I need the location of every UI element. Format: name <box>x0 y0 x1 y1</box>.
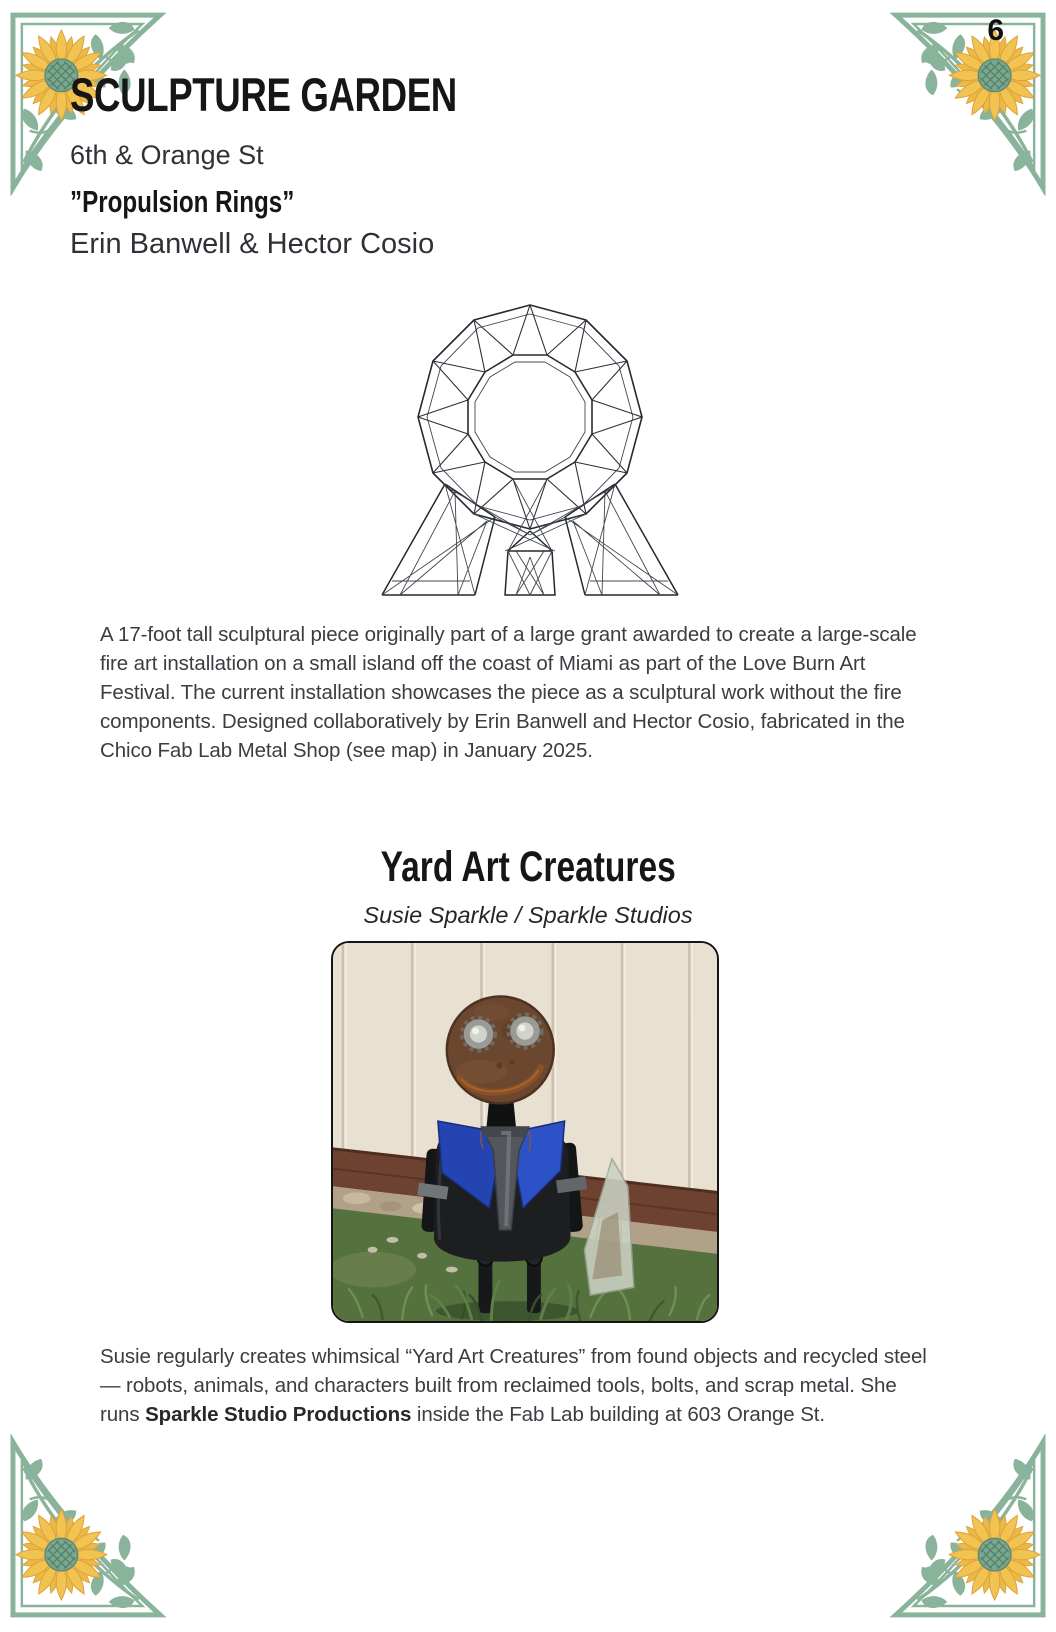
sculpture-wireframe-image <box>370 298 690 600</box>
page-title <box>70 70 566 119</box>
corner-ornament-bottom-left-icon <box>10 1434 168 1618</box>
artwork-title <box>70 184 358 220</box>
yard-art-description-start: Susie regularly creates whimsical “Yard Art Creatures” from found objects and recycled steel — robots, animals, and characters built from reclaimed tools, bolts, and scrap metal. She runs <box>100 1345 927 1426</box>
artwork-title-text: ”Propulsion Rings” <box>70 184 295 219</box>
yard-art-heading-text: Yard Art Creatures <box>380 843 676 891</box>
page-title-text: SCULPTURE GARDEN <box>70 68 457 121</box>
artists-names: Erin Banwell & Hector Cosio <box>70 228 435 260</box>
yard-art-photo-image <box>333 943 717 1321</box>
page-number: 6 <box>987 14 1004 47</box>
yard-art-photo <box>331 941 719 1323</box>
yard-art-description-bold: Sparkle Studio Productions <box>145 1403 412 1426</box>
yard-art-byline: Susie Sparkle / Sparkle Studios <box>363 902 693 928</box>
propulsion-description: A 17-foot tall sculptural piece originally part of a large grant awarded to create a large-scale fire art installation on a small island off the coast of Miami as part of the Love Burn Art Festival. The current installation showcases the piece as a sculptural work without the fire components. Designed collaboratively by Erin Banwell and Hector Cosio, fabricated in the Chico Fab Lab Metal Shop (see map) in January 2025. <box>100 623 917 762</box>
corner-ornament-bottom-right-icon <box>888 1434 1046 1618</box>
yard-art-heading <box>0 843 1056 891</box>
location-subtitle: 6th & Orange St <box>70 140 264 170</box>
yard-art-description-end: inside the Fab Lab building at 603 Orange St. <box>411 1403 825 1426</box>
corner-ornament-top-right-icon <box>888 12 1046 196</box>
yard-art-description <box>100 1342 936 1429</box>
